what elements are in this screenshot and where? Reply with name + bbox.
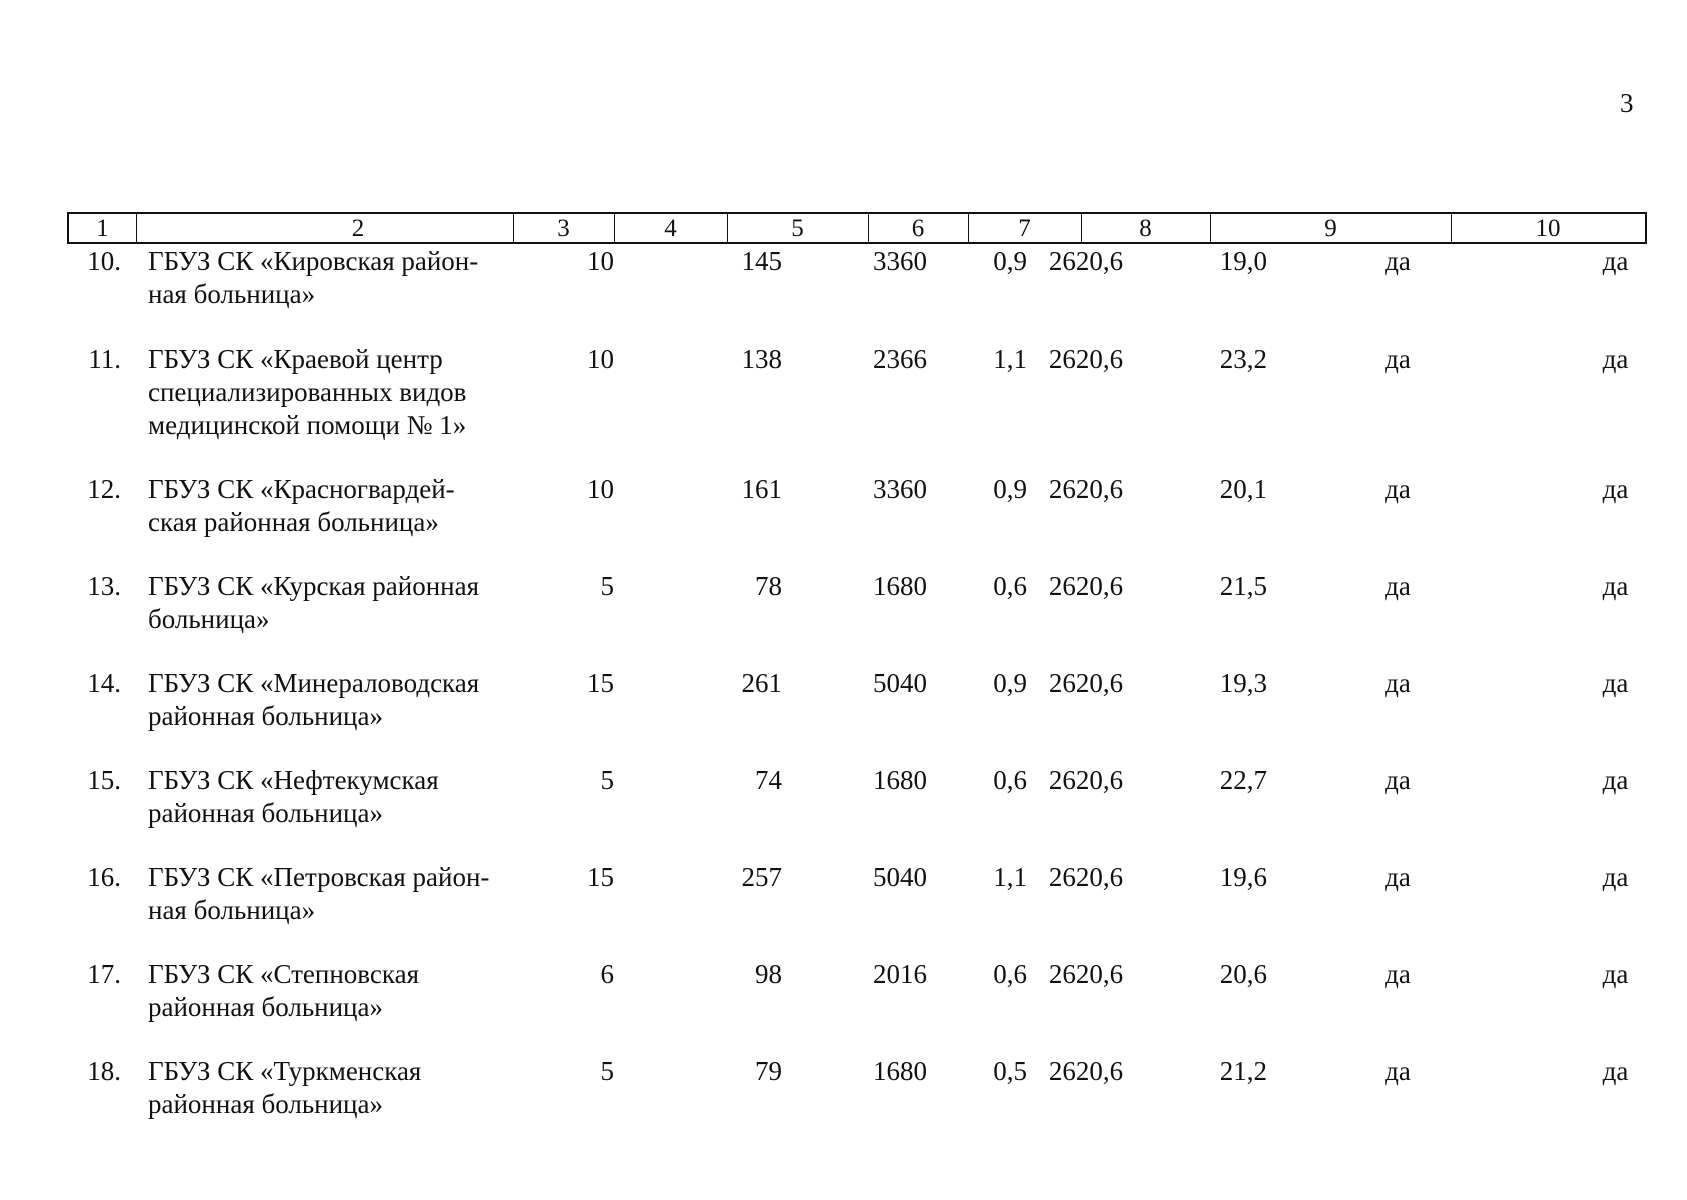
institution-name-line: районная больница» — [148, 1089, 383, 1119]
col-6-value: 0,5 — [993, 1056, 1027, 1086]
col-9-value: да — [1385, 862, 1411, 892]
col-8-value: 23,2 — [1219, 344, 1267, 374]
row-number: 10. — [87, 246, 121, 276]
col-9-value: да — [1385, 246, 1411, 276]
col-7-value: 2620,6 — [1048, 765, 1124, 795]
col-8-value: 21,5 — [1219, 571, 1267, 601]
col-5-value: 5040 — [873, 862, 927, 892]
institution-name-line: медицинской помощи № 1» — [148, 410, 467, 440]
column-header-9: 9 — [1324, 215, 1337, 242]
col-8-value: 19,3 — [1219, 668, 1267, 698]
col-4-value: 98 — [755, 959, 782, 989]
institution-name-line: ГБУЗ СК «Краевой центр — [148, 344, 443, 374]
institution-name — [148, 1055, 569, 1121]
col-10-value: да — [1602, 765, 1629, 795]
institution-name — [148, 343, 569, 442]
col-4-value: 78 — [755, 571, 782, 601]
institution-name-line: ская районная больница» — [148, 507, 439, 537]
col-10-value: да — [1602, 344, 1629, 374]
institution-name-line: ГБУЗ СК «Туркменская — [148, 1056, 422, 1086]
col-3-value: 15 — [587, 862, 614, 892]
col-3-value: 5 — [600, 1056, 614, 1086]
col-3-value: 5 — [600, 571, 614, 601]
institution-name-line: районная больница» — [148, 798, 383, 828]
col-3-value: 5 — [600, 765, 614, 795]
col-3-value: 15 — [587, 668, 614, 698]
col-9-value: да — [1385, 344, 1411, 374]
row-number: 14. — [87, 668, 121, 698]
col-10-value: да — [1602, 474, 1629, 504]
col-10-value: да — [1602, 246, 1629, 276]
institution-name-line: ная больница» — [148, 895, 316, 925]
col-9-value: да — [1385, 765, 1411, 795]
institution-name — [148, 473, 569, 539]
col-8-value: 19,6 — [1219, 862, 1267, 892]
institution-name-line: районная больница» — [148, 701, 383, 731]
col-4-value: 74 — [755, 765, 782, 795]
institution-name-line: районная больница» — [148, 992, 383, 1022]
col-6-value: 0,6 — [993, 959, 1027, 989]
col-8-value: 20,1 — [1219, 474, 1267, 504]
col-10-value: да — [1602, 571, 1629, 601]
col-8-value: 22,7 — [1219, 765, 1267, 795]
row-number: 16. — [87, 862, 121, 892]
column-header-6: 6 — [911, 215, 925, 242]
col-6-value: 0,6 — [993, 571, 1027, 601]
row-number: 12. — [87, 474, 121, 504]
institution-name-line: ГБУЗ СК «Нефтекумская — [148, 765, 439, 795]
col-3-value: 6 — [600, 959, 614, 989]
col-7-value: 2620,6 — [1048, 1056, 1124, 1086]
col-6-value: 0,9 — [993, 668, 1027, 698]
col-7-value: 2620,6 — [1048, 959, 1124, 989]
col-5-value: 1680 — [873, 1056, 927, 1086]
col-7-value: 2620,6 — [1048, 474, 1124, 504]
institution-name-line: ГБУЗ СК «Петровская район- — [148, 862, 490, 892]
col-4-value: 261 — [741, 668, 782, 698]
column-header-4: 4 — [664, 215, 677, 242]
col-3-value: 10 — [587, 474, 614, 504]
col-8-value: 20,6 — [1219, 959, 1267, 989]
institution-name-line: ная больница» — [148, 279, 316, 309]
col-5-value: 3360 — [873, 246, 927, 276]
institution-name — [148, 667, 569, 733]
institution-name-line: ГБУЗ СК «Кировская район- — [148, 246, 479, 276]
column-header-7: 7 — [1018, 215, 1031, 242]
col-7-value: 2620,6 — [1048, 344, 1124, 374]
institution-name-line: специализированных видов — [148, 377, 467, 407]
institution-name-line: ГБУЗ СК «Минераловодская — [148, 668, 480, 698]
col-7-value: 2620,6 — [1048, 246, 1124, 276]
col-4-value: 138 — [741, 344, 782, 374]
col-4-value: 161 — [741, 474, 782, 504]
col-7-value: 2620,6 — [1048, 571, 1124, 601]
row-number: 11. — [88, 344, 121, 374]
col-5-value: 2366 — [873, 344, 927, 374]
col-10-value: да — [1602, 862, 1629, 892]
row-number: 15. — [87, 765, 121, 795]
col-4-value: 257 — [741, 862, 782, 892]
col-9-value: да — [1385, 474, 1411, 504]
row-number: 17. — [87, 959, 121, 989]
col-6-value: 0,9 — [993, 246, 1027, 276]
col-5-value: 3360 — [873, 474, 927, 504]
col-5-value: 2016 — [873, 959, 927, 989]
row-number: 13. — [87, 571, 121, 601]
col-3-value: 10 — [587, 246, 614, 276]
col-9-value: да — [1385, 571, 1411, 601]
col-8-value: 19,0 — [1219, 246, 1267, 276]
col-10-value: да — [1602, 1056, 1629, 1086]
institution-name — [148, 958, 569, 1024]
col-9-value: да — [1385, 1056, 1411, 1086]
institution-name — [148, 861, 569, 927]
column-header-2: 2 — [351, 215, 365, 242]
institution-name-line: ГБУЗ СК «Красногвардей- — [148, 474, 455, 504]
col-6-value: 1,1 — [993, 862, 1027, 892]
col-9-value: да — [1385, 959, 1411, 989]
institution-name — [148, 764, 569, 830]
col-10-value: да — [1602, 668, 1629, 698]
table-header-row — [67, 212, 1647, 244]
column-header-8: 8 — [1139, 215, 1152, 242]
col-6-value: 0,6 — [993, 765, 1027, 795]
col-7-value: 2620,6 — [1048, 862, 1124, 892]
col-5-value: 1680 — [873, 765, 927, 795]
row-number: 18. — [87, 1056, 121, 1086]
institution-name — [148, 245, 569, 311]
institution-name-line: ГБУЗ СК «Курская районная — [148, 571, 480, 601]
col-4-value: 145 — [741, 246, 782, 276]
institution-name-line: ГБУЗ СК «Степновская — [148, 959, 419, 989]
col-5-value: 5040 — [873, 668, 927, 698]
column-header-10: 10 — [1535, 215, 1561, 242]
column-header-5: 5 — [791, 215, 804, 242]
col-6-value: 1,1 — [993, 344, 1027, 374]
col-3-value: 10 — [587, 344, 614, 374]
institution-name — [148, 570, 569, 636]
col-7-value: 2620,6 — [1048, 668, 1124, 698]
col-6-value: 0,9 — [993, 474, 1027, 504]
col-5-value: 1680 — [873, 571, 927, 601]
col-8-value: 21,2 — [1219, 1056, 1267, 1086]
institution-name-line: больница» — [148, 604, 270, 634]
column-header-3: 3 — [557, 215, 570, 242]
page-number: 3 — [1620, 88, 1634, 118]
col-4-value: 79 — [755, 1056, 782, 1086]
column-header-1: 1 — [96, 215, 109, 242]
col-10-value: да — [1602, 959, 1629, 989]
col-9-value: да — [1385, 668, 1411, 698]
